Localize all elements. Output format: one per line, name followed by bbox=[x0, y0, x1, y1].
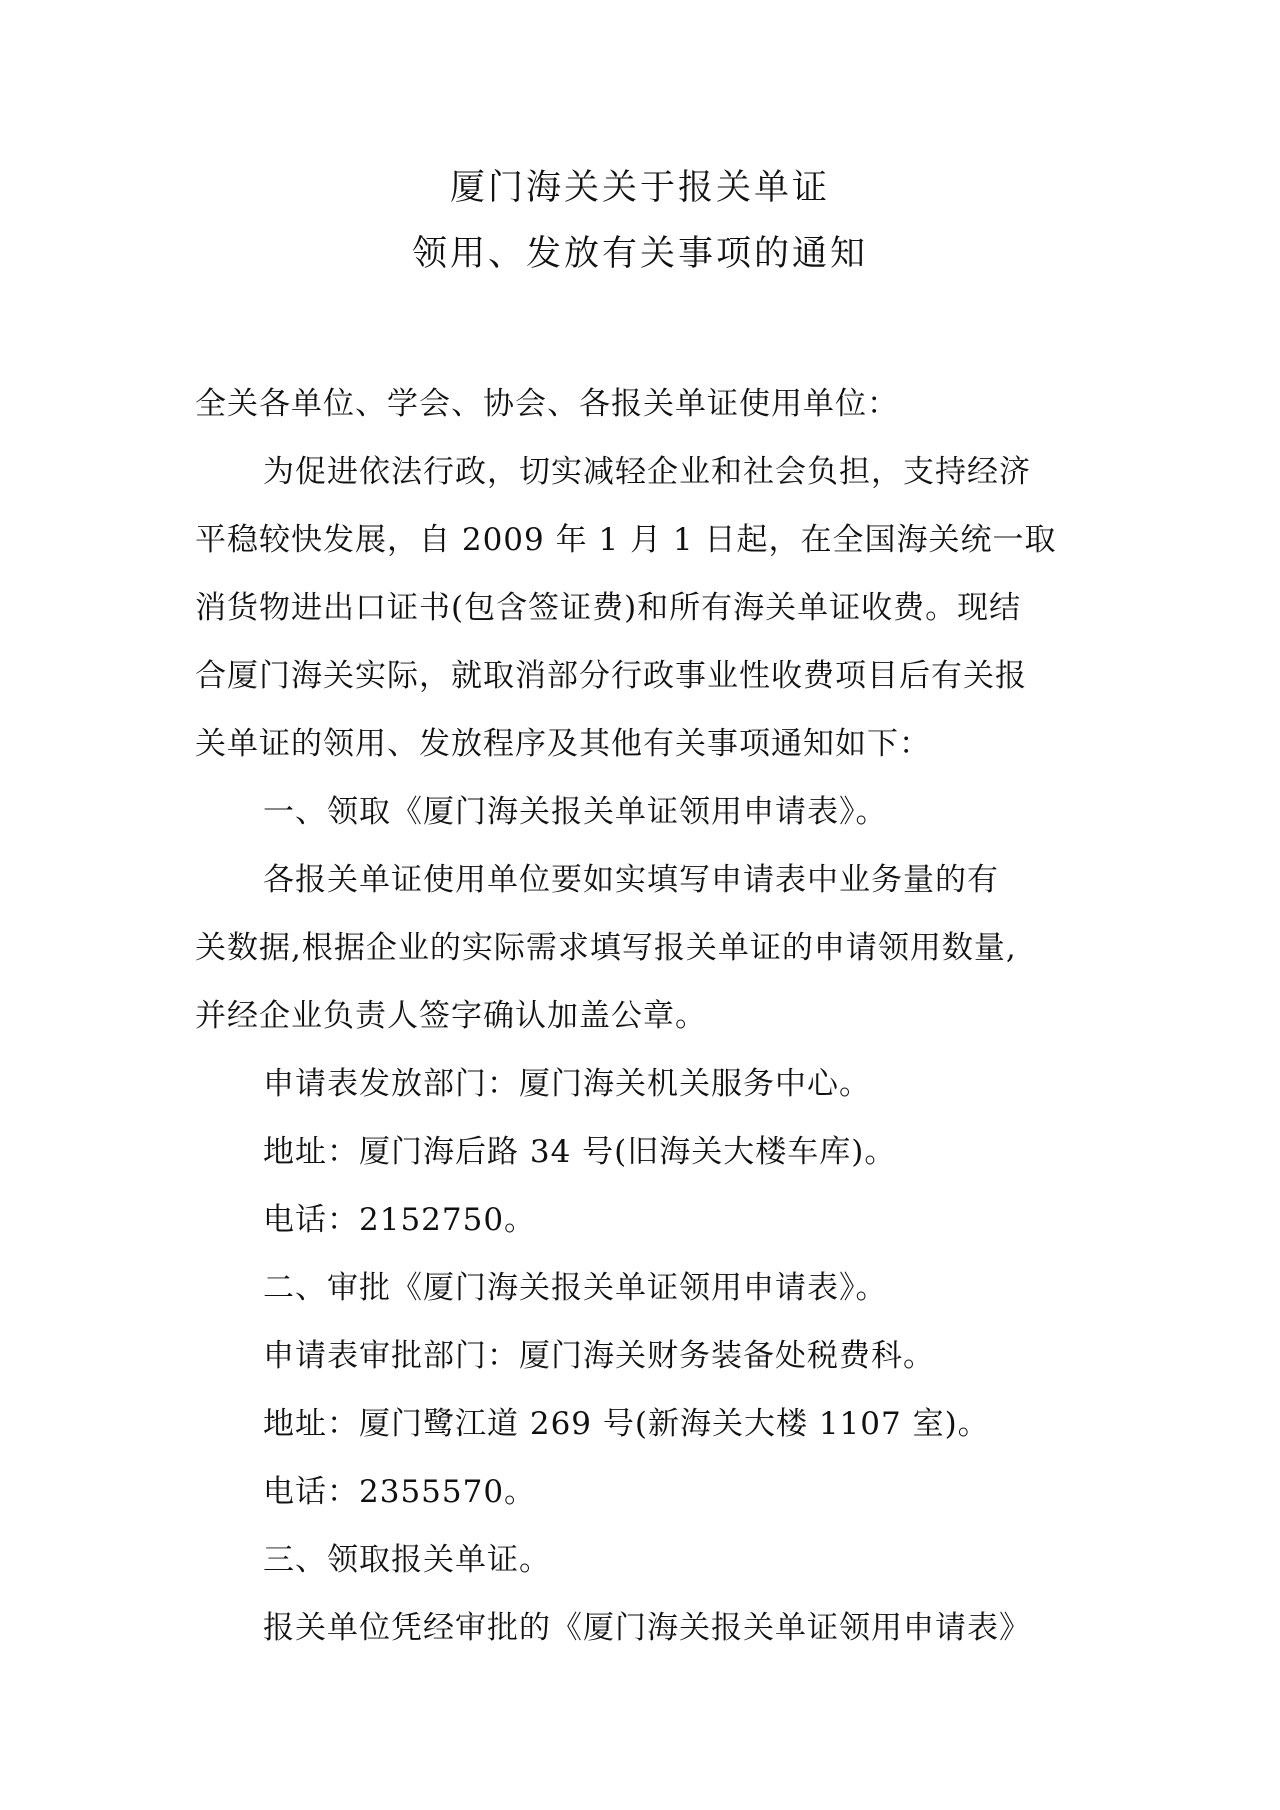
section1-dept: 申请表发放部门：厦门海关机关服务中心。 bbox=[263, 1066, 871, 1102]
intro-line: 为促进依法行政，切实减轻企业和社会负担，支持经济 bbox=[263, 454, 1031, 490]
section3-heading: 三、领取报关单证。 bbox=[263, 1542, 551, 1578]
document-title-line-2: 领用、发放有关事项的通知 bbox=[411, 234, 868, 274]
section1-phone: 电话：2152750。 bbox=[263, 1202, 537, 1238]
section1-address: 地址：厦门海后路 34 号(旧海关大楼车库)。 bbox=[263, 1134, 897, 1170]
salutation: 全关各单位、学会、协会、各报关单证使用单位： bbox=[195, 386, 899, 422]
section1-heading: 一、领取《厦门海关报关单证领用申请表》。 bbox=[263, 794, 888, 830]
section1-para-line: 各报关单证使用单位要如实填写申请表中业务量的有 bbox=[263, 862, 999, 898]
intro-line: 合厦门海关实际，就取消部分行政事业性收费项目后有关报 bbox=[195, 658, 1027, 694]
document-title-line-1: 厦门海关关于报关单证 bbox=[449, 168, 830, 208]
section1-para-line: 并经企业负责人签字确认加盖公章。 bbox=[195, 998, 707, 1034]
intro-line: 消货物进出口证书(包含签证费)和所有海关单证收费。现结 bbox=[195, 590, 1022, 626]
section3-para-line: 报关单位凭经审批的《厦门海关报关单证领用申请表》 bbox=[263, 1610, 1031, 1646]
section2-phone: 电话：2355570。 bbox=[263, 1474, 537, 1510]
section1-para-line: 关数据,根据企业的实际需求填写报关单证的申请领用数量, bbox=[195, 930, 1017, 966]
intro-line: 平稳较快发展，自 2009 年 1 月 1 日起，在全国海关统一取 bbox=[195, 522, 1057, 558]
section2-address: 地址：厦门鹭江道 269 号(新海关大楼 1107 室)。 bbox=[263, 1406, 990, 1442]
section2-heading: 二、审批《厦门海关报关单证领用申请表》。 bbox=[263, 1270, 888, 1306]
document-body bbox=[195, 370, 1095, 1662]
intro-line: 关单证的领用、发放程序及其他有关事项通知如下： bbox=[195, 726, 931, 762]
section2-dept: 申请表审批部门：厦门海关财务装备处税费科。 bbox=[263, 1338, 935, 1374]
